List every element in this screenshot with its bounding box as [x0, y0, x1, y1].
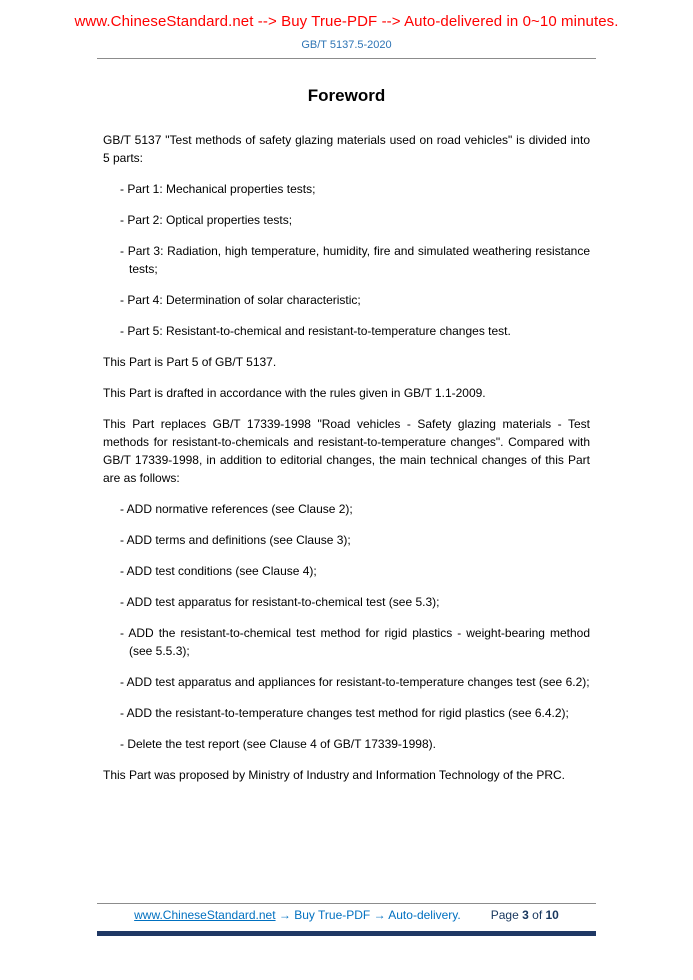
- list-item: - ADD test apparatus for resistant-to-chemical test (see 5.3);: [120, 595, 440, 609]
- list-item: - Part 4: Determination of solar characteristic;: [120, 293, 361, 307]
- paragraph: This Part replaces GB/T 17339-1998 "Road vehicles - Safety glazing materials - Test methods for resistant-to-chemicals and resistant-to-temperature changes". Compared with GB/T 17339-1998, in addition to editorial changes, the main technical changes of this Part are as follows:: [103, 417, 590, 485]
- list-item: - Part 1: Mechanical properties tests;: [120, 182, 316, 196]
- paragraph: This Part is drafted in accordance with the rules given in GB/T 1.1-2009.: [103, 386, 486, 400]
- footer-tagline: → Buy True-PDF → Auto-delivery.: [275, 908, 461, 922]
- page-label: Page: [490, 908, 519, 922]
- page-indicator: [491, 908, 559, 922]
- list-item: - Part 5: Resistant-to-chemical and resistant-to-temperature changes test.: [120, 324, 511, 338]
- list-item: - ADD normative references (see Clause 2);: [120, 502, 353, 516]
- red-banner-text: www.ChineseStandard.net --> Buy True-PDF --> Auto-delivered in 0~10 minutes.: [74, 13, 619, 30]
- page-number: 3: [522, 908, 529, 922]
- header-divider: [97, 58, 596, 59]
- of-label: of: [532, 908, 543, 922]
- list-item: - Part 2: Optical properties tests;: [120, 213, 293, 227]
- document-body: [103, 86, 590, 784]
- intro-paragraph: GB/T 5137 "Test methods of safety glazing materials used on road vehicles" is divided into 5 parts:: [103, 133, 590, 165]
- paragraph: This Part is Part 5 of GB/T 5137.: [103, 355, 277, 369]
- list-item: - ADD the resistant-to-temperature changes test method for rigid plastics (see 6.4.2);: [120, 706, 569, 720]
- total-pages: 10: [545, 908, 559, 922]
- list-item: - Part 3: Radiation, high temperature, humidity, fire and simulated weathering resistance tests;: [120, 244, 590, 276]
- footer-divider: [97, 903, 596, 904]
- list-item: - ADD terms and definitions (see Clause 3);: [120, 533, 351, 547]
- page-header: [0, 0, 693, 59]
- paragraph: This Part was proposed by Ministry of Industry and Information Technology of the PRC.: [103, 768, 565, 782]
- page-title: Foreword: [307, 86, 386, 105]
- footer-link[interactable]: www.ChineseStandard.net: [134, 908, 276, 922]
- standard-number: GB/T 5137.5-2020: [301, 39, 392, 51]
- list-item: - ADD test conditions (see Clause 4);: [120, 564, 317, 578]
- list-item: - ADD the resistant-to-chemical test method for rigid plastics - weight-bearing method (see 5.5.3);: [120, 626, 590, 658]
- list-item: - Delete the test report (see Clause 4 of GB/T 17339-1998).: [120, 737, 436, 751]
- list-item: - ADD test apparatus and appliances for resistant-to-temperature changes test (see 6.2);: [120, 675, 590, 689]
- bottom-bar: [97, 931, 596, 936]
- page-footer: [0, 908, 693, 922]
